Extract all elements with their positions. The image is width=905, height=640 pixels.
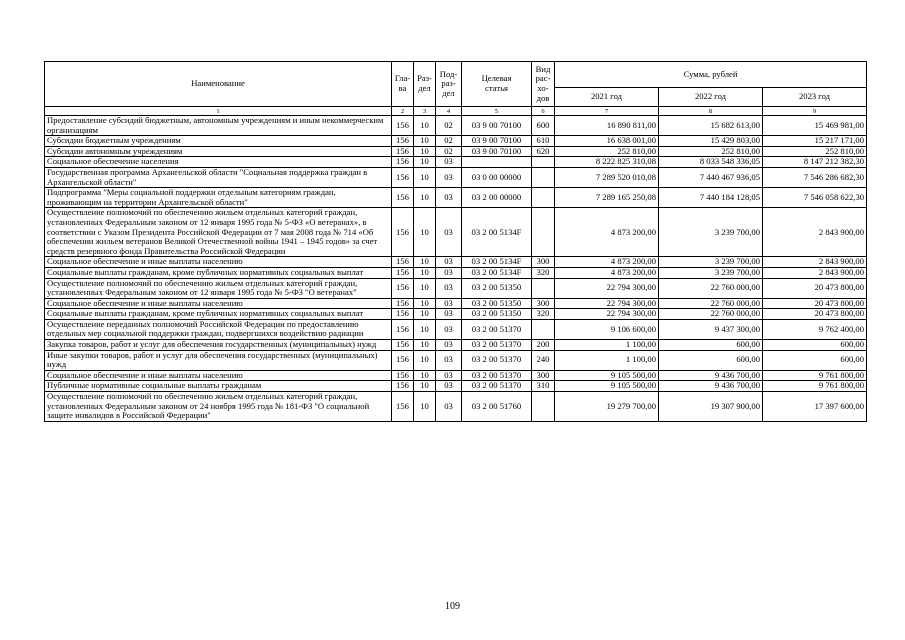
row-sum-2021: 7 289 520 010,08 [555,167,659,187]
header-name: Наименование [45,62,392,107]
row-podrazdel: 03 [436,188,462,208]
row-vid [532,167,555,187]
row-sum-2022: 9 436 700,00 [659,370,763,381]
row-razdel: 10 [414,340,436,351]
table-row [45,381,867,392]
row-razdel: 10 [414,116,436,136]
row-name: Осуществление полномочий по обеспечению жильем отдельных категорий граждан, установленных Федеральным законом от 12 января 1995 года № 5-ФЗ «О ветеранах», в соответствии с Указом Президента Российской Федерации от 7 мая 2008 года № 714 «Об обеспечении жильем ветеранов Великой Отечественной войны 1941 – 1945 годов» за счет средств резервного фонда Правительства Российской Федерации [45,208,392,257]
row-target: 03 2 00 5134F [462,208,532,257]
row-sum-2021: 16 890 811,00 [555,116,659,136]
table-row [45,309,867,320]
header-target: Целевая статья [462,62,532,107]
row-razdel: 10 [414,381,436,392]
table-row [45,157,867,168]
row-vid: 320 [532,267,555,278]
row-sum-2021: 22 794 300,00 [555,309,659,320]
header-podrazdel: Под- раз- дел [436,62,462,107]
row-sum-2022: 252 810,00 [659,146,763,157]
table-body [45,116,867,422]
table-row [45,370,867,381]
row-glava: 156 [392,188,414,208]
row-razdel: 10 [414,208,436,257]
row-glava: 156 [392,350,414,370]
row-glava: 156 [392,370,414,381]
row-razdel: 10 [414,167,436,187]
row-sum-2023: 17 397 600,00 [763,392,867,422]
header-vid: Вид рас- хо- дов [532,62,555,107]
col-number: 3 [414,107,436,116]
row-podrazdel: 03 [436,309,462,320]
header-2022: 2022 год [659,88,763,107]
row-sum-2021: 9 105 500,00 [555,370,659,381]
row-name: Социальное обеспечение населения [45,157,392,168]
table-row [45,340,867,351]
row-sum-2022: 15 682 613,00 [659,116,763,136]
row-vid: 200 [532,340,555,351]
row-podrazdel: 03 [436,278,462,298]
row-vid [532,319,555,339]
row-sum-2021: 252 810,00 [555,146,659,157]
row-podrazdel: 03 [436,319,462,339]
row-razdel: 10 [414,309,436,320]
row-vid: 310 [532,381,555,392]
row-vid [532,157,555,168]
table-row [45,116,867,136]
row-target: 03 2 00 51760 [462,392,532,422]
row-podrazdel: 03 [436,370,462,381]
table-row [45,146,867,157]
row-glava: 156 [392,381,414,392]
row-sum-2021: 22 794 300,00 [555,298,659,309]
row-glava: 156 [392,278,414,298]
row-glava: 156 [392,392,414,422]
row-sum-2022: 22 760 000,00 [659,278,763,298]
row-vid: 610 [532,136,555,147]
row-razdel: 10 [414,392,436,422]
row-name: Осуществление переданных полномочий Российской Федерации по предоставлению отдельных мер социальной поддержки граждан, подвергшихся воздействию радиации [45,319,392,339]
row-sum-2023: 7 546 286 682,30 [763,167,867,187]
row-target: 03 2 00 5134F [462,257,532,268]
row-sum-2022: 19 307 900,00 [659,392,763,422]
row-sum-2023: 600,00 [763,340,867,351]
row-vid: 300 [532,298,555,309]
col-number: 2 [392,107,414,116]
col-number: 9 [763,107,867,116]
row-target: 03 9 00 70100 [462,146,532,157]
col-number: 8 [659,107,763,116]
row-sum-2023: 2 843 900,00 [763,208,867,257]
row-vid: 600 [532,116,555,136]
row-razdel: 10 [414,350,436,370]
row-target: 03 2 00 51350 [462,309,532,320]
row-name: Социальные выплаты гражданам, кроме публичных нормативных социальных выплат [45,267,392,278]
row-razdel: 10 [414,267,436,278]
row-sum-2021: 9 105 500,00 [555,381,659,392]
row-sum-2023: 15 217 171,00 [763,136,867,147]
row-sum-2022: 7 440 184 128,05 [659,188,763,208]
row-sum-2022: 7 440 467 936,05 [659,167,763,187]
row-target: 03 2 00 00000 [462,188,532,208]
row-sum-2023: 9 761 800,00 [763,370,867,381]
row-sum-2021: 1 100,00 [555,340,659,351]
col-number: 7 [555,107,659,116]
row-target: 03 2 00 5134F [462,267,532,278]
row-name: Осуществление полномочий по обеспечению жильем отдельных категорий граждан, установленных Федеральным законом от 12 января 1995 года № 5-ФЗ "О ветеранах" [45,278,392,298]
row-vid [532,278,555,298]
row-sum-2023: 2 843 900,00 [763,267,867,278]
row-vid: 300 [532,370,555,381]
row-sum-2022: 22 760 000,00 [659,309,763,320]
row-sum-2021: 19 279 700,00 [555,392,659,422]
header-sum: Сумма, рублей [555,62,867,88]
row-sum-2022: 15 429 803,00 [659,136,763,147]
table-row [45,350,867,370]
row-target [462,157,532,168]
row-razdel: 10 [414,278,436,298]
row-vid [532,392,555,422]
row-razdel: 10 [414,257,436,268]
row-sum-2023: 600,00 [763,350,867,370]
row-target: 03 2 00 51350 [462,298,532,309]
row-razdel: 10 [414,188,436,208]
row-sum-2022: 22 760 000,00 [659,298,763,309]
row-target: 03 9 00 70100 [462,136,532,147]
row-target: 03 2 00 51370 [462,381,532,392]
row-sum-2021: 4 873 200,00 [555,257,659,268]
row-sum-2023: 9 761 800,00 [763,381,867,392]
row-sum-2023: 252 810,00 [763,146,867,157]
row-glava: 156 [392,208,414,257]
row-glava: 156 [392,116,414,136]
table-row [45,136,867,147]
row-podrazdel: 03 [436,167,462,187]
col-number: 4 [436,107,462,116]
row-glava: 156 [392,257,414,268]
row-name: Социальное обеспечение и иные выплаты населению [45,257,392,268]
row-sum-2023: 2 843 900,00 [763,257,867,268]
row-target: 03 2 00 51370 [462,370,532,381]
header-razdel: Раз- дел [414,62,436,107]
row-sum-2021: 4 873 200,00 [555,267,659,278]
row-glava: 156 [392,146,414,157]
table-row [45,167,867,187]
row-target: 03 9 00 70100 [462,116,532,136]
row-target: 03 2 00 51350 [462,278,532,298]
row-sum-2021: 22 794 300,00 [555,278,659,298]
table-row [45,188,867,208]
col-number: 1 [45,107,392,116]
row-razdel: 10 [414,298,436,309]
row-glava: 156 [392,157,414,168]
row-sum-2023: 8 147 212 382,30 [763,157,867,168]
row-glava: 156 [392,267,414,278]
header-2021: 2021 год [555,88,659,107]
row-sum-2021: 4 873 200,00 [555,208,659,257]
row-glava: 156 [392,309,414,320]
row-podrazdel: 03 [436,392,462,422]
row-sum-2023: 20 473 800,00 [763,309,867,320]
row-name: Закупка товаров, работ и услуг для обеспечения государственных (муниципальных) нужд [45,340,392,351]
row-podrazdel: 03 [436,350,462,370]
row-sum-2022: 9 436 700,00 [659,381,763,392]
row-podrazdel: 02 [436,136,462,147]
row-vid: 320 [532,309,555,320]
row-podrazdel: 02 [436,146,462,157]
row-razdel: 10 [414,319,436,339]
row-glava: 156 [392,319,414,339]
row-sum-2023: 15 469 981,00 [763,116,867,136]
col-number: 5 [462,107,532,116]
row-name: Подпрограмма "Меры социальной поддержки отдельным категориям граждан, проживающим на территории Архангельской области" [45,188,392,208]
row-sum-2022: 600,00 [659,340,763,351]
row-podrazdel: 03 [436,340,462,351]
row-glava: 156 [392,136,414,147]
row-vid: 300 [532,257,555,268]
row-sum-2021: 7 289 165 250,08 [555,188,659,208]
table-row [45,278,867,298]
row-name: Государственная программа Архангельской области "Социальная поддержка граждан в Архангельской области" [45,167,392,187]
row-vid [532,188,555,208]
row-podrazdel: 03 [436,381,462,392]
row-podrazdel: 02 [436,116,462,136]
table-row [45,392,867,422]
row-podrazdel: 03 [436,257,462,268]
table-row [45,257,867,268]
row-sum-2022: 3 239 700,00 [659,257,763,268]
row-razdel: 10 [414,136,436,147]
row-target: 03 0 00 00000 [462,167,532,187]
row-name: Социальное обеспечение и иные выплаты населению [45,298,392,309]
row-sum-2021: 16 638 001,00 [555,136,659,147]
row-name: Социальные выплаты гражданам, кроме публичных нормативных социальных выплат [45,309,392,320]
row-sum-2022: 600,00 [659,350,763,370]
table-row [45,298,867,309]
col-number: 6 [532,107,555,116]
row-name: Социальное обеспечение и иные выплаты населению [45,370,392,381]
row-podrazdel: 03 [436,267,462,278]
row-sum-2023: 20 473 800,00 [763,298,867,309]
row-razdel: 10 [414,157,436,168]
row-target: 03 2 00 51370 [462,319,532,339]
row-name: Публичные нормативные социальные выплаты гражданам [45,381,392,392]
table-row [45,319,867,339]
row-target: 03 2 00 51370 [462,350,532,370]
row-vid: 620 [532,146,555,157]
row-name: Иные закупки товаров, работ и услуг для обеспечения государственных (муниципальных) нужд [45,350,392,370]
row-name: Предоставление субсидий бюджетным, автономным учреждениям и иным некоммерческим организациям [45,116,392,136]
row-vid: 240 [532,350,555,370]
row-name: Субсидии автономным учреждениям [45,146,392,157]
row-glava: 156 [392,298,414,309]
row-sum-2023: 9 762 400,00 [763,319,867,339]
row-target: 03 2 00 51370 [462,340,532,351]
row-glava: 156 [392,167,414,187]
table-row [45,208,867,257]
row-sum-2023: 20 473 800,00 [763,278,867,298]
row-vid [532,208,555,257]
row-name: Осуществление полномочий по обеспечению жильем отдельных категорий граждан, установленных Федеральным законом от 24 ноября 1995 года № 181-ФЗ "О социальной защите инвалидов в Российской Федерации" [45,392,392,422]
row-razdel: 10 [414,370,436,381]
row-razdel: 10 [414,146,436,157]
row-sum-2022: 3 239 700,00 [659,208,763,257]
header-glava: Гла- ва [392,62,414,107]
row-sum-2021: 8 222 825 310,08 [555,157,659,168]
row-podrazdel: 03 [436,208,462,257]
page-number: 109 [445,601,460,612]
row-sum-2021: 1 100,00 [555,350,659,370]
row-podrazdel: 03 [436,298,462,309]
row-sum-2023: 7 546 058 622,30 [763,188,867,208]
table-row [45,267,867,278]
row-glava: 156 [392,340,414,351]
row-sum-2022: 8 033 548 336,05 [659,157,763,168]
row-name: Субсидии бюджетным учреждениям [45,136,392,147]
row-sum-2022: 3 239 700,00 [659,267,763,278]
row-sum-2021: 9 106 600,00 [555,319,659,339]
row-podrazdel: 03 [436,157,462,168]
row-sum-2022: 9 437 300,00 [659,319,763,339]
header-2023: 2023 год [763,88,867,107]
budget-table [44,61,867,422]
